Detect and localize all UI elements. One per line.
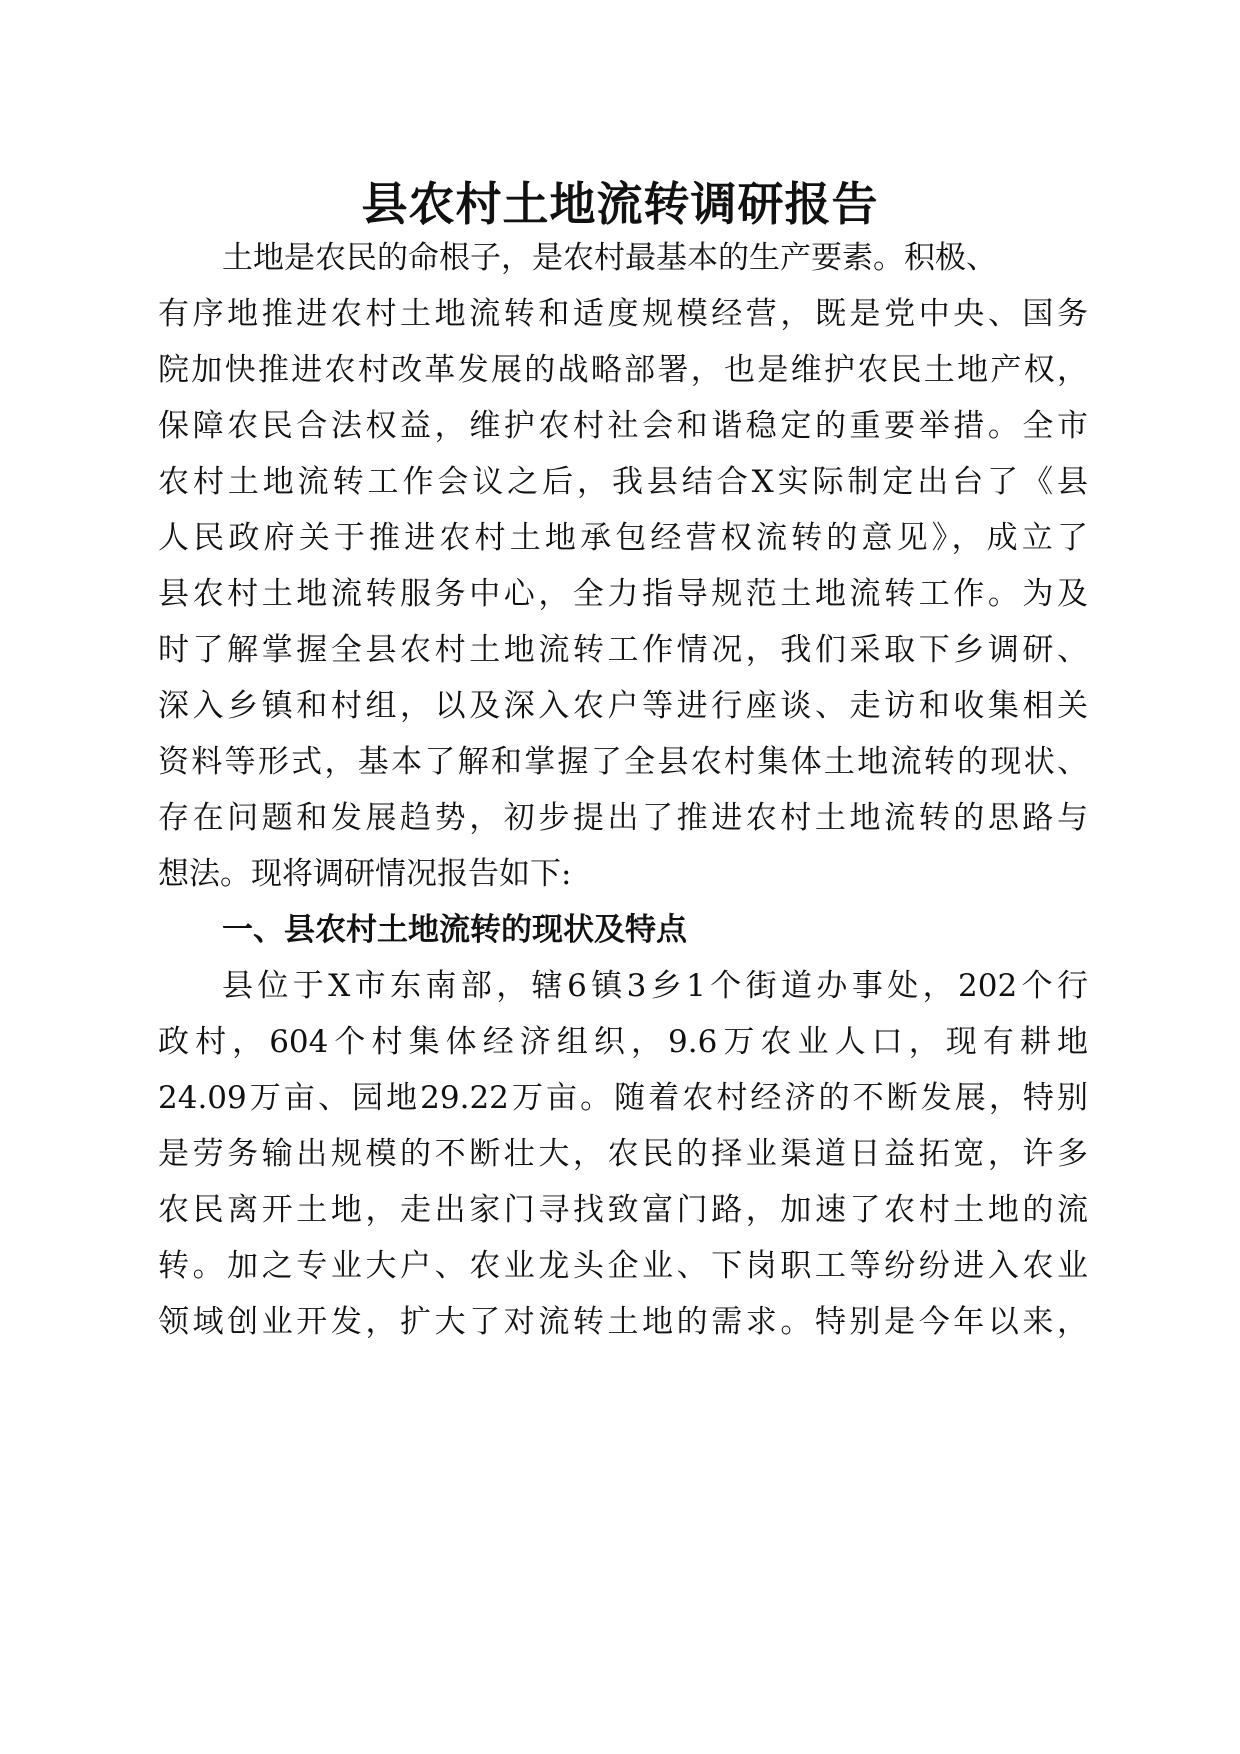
section-heading: 一、县农村土地流转的现状及特点 bbox=[222, 912, 687, 948]
section-line: 转。加之专业大户、农业龙头企业、下岗职工等纷纷进入农业 bbox=[158, 1248, 1088, 1284]
section-line: 农民离开土地，走出家门寻找致富门路，加速了农村土地的流 bbox=[158, 1192, 1088, 1228]
intro-line: 保障农民合法权益，维护农村社会和谐稳定的重要举措。全市 bbox=[158, 408, 1088, 444]
intro-line: 存在问题和发展趋势，初步提出了推进农村土地流转的思路与 bbox=[158, 800, 1088, 836]
intro-line: 资料等形式，基本了解和掌握了全县农村集体土地流转的现状、 bbox=[158, 744, 1088, 780]
intro-line: 人民政府关于推进农村土地承包经营权流转的意见》，成立了 bbox=[158, 520, 1088, 556]
intro-line: 深入乡镇和村组，以及深入农户等进行座谈、走访和收集相关 bbox=[158, 688, 1088, 724]
intro-line: 有序地推进农村土地流转和适度规模经营，既是党中央、国务 bbox=[158, 296, 1088, 332]
intro-line: 农村土地流转工作会议之后，我县结合X实际制定出台了《县 bbox=[158, 464, 1088, 500]
document-title: 县农村土地流转调研报告 bbox=[361, 177, 879, 231]
intro-line: 院加快推进农村改革发展的战略部署，也是维护农民土地产权， bbox=[158, 352, 1088, 388]
section-line: 县位于X市东南部，辖6镇3乡1个街道办事处，202个行 bbox=[222, 968, 1088, 1004]
section-line: 领域创业开发，扩大了对流转土地的需求。特别是今年以来， bbox=[158, 1304, 1088, 1340]
section-line: 24.09万亩、园地29.22万亩。随着农村经济的不断发展，特别 bbox=[158, 1080, 1088, 1116]
intro-line: 想法。现将调研情况报告如下: bbox=[158, 856, 572, 892]
intro-line: 土地是农民的命根子，是农村最基本的生产要素。积极、 bbox=[222, 240, 997, 276]
intro-line: 时了解掌握全县农村土地流转工作情况，我们采取下乡调研、 bbox=[158, 632, 1088, 668]
section-line: 是劳务输出规模的不断壮大，农民的择业渠道日益拓宽，许多 bbox=[158, 1136, 1088, 1172]
section-line: 政村，604个村集体经济组织，9.6万农业人口，现有耕地 bbox=[158, 1024, 1088, 1060]
intro-line: 县农村土地流转服务中心，全力指导规范土地流转工作。为及 bbox=[158, 576, 1088, 612]
